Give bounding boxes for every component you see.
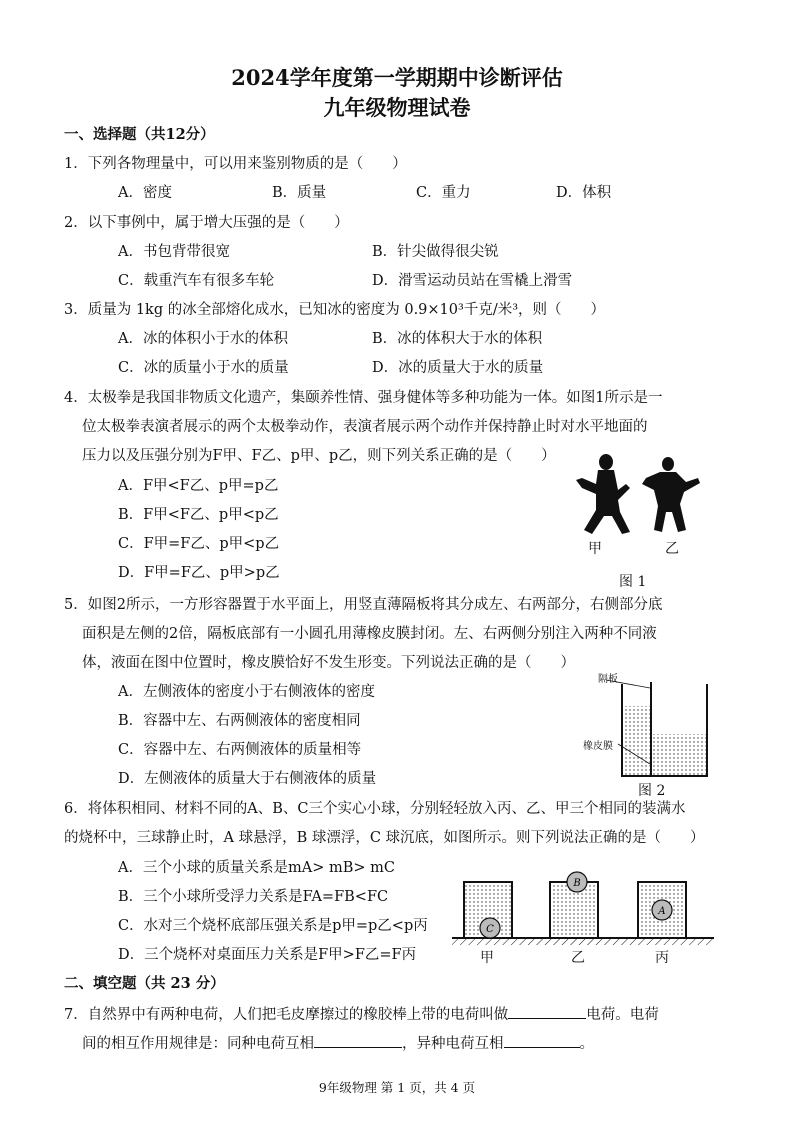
exam-subtitle: 九年级物理试卷	[323, 95, 471, 120]
q5-line-2: 面积是左侧的2倍，隔板底部有一小圆孔用薄橡皮膜封闭。左、右两侧分别注入两种不同液	[82, 626, 657, 642]
q5-line-1: 5．如图2所示，一方形容器置于水平面上，用竖直薄隔板将其分成左、右两部分，右侧部分底	[64, 597, 663, 613]
figure-1-taichi	[568, 450, 708, 540]
q7-line-1	[64, 1004, 659, 1024]
q3-option-b: B．冰的体积大于水的体积	[372, 331, 543, 347]
q5-option-b: B．容器中左、右两侧液体的密度相同	[118, 713, 361, 729]
q5-option-a: A．左侧液体的密度小于右侧液体的密度	[118, 684, 375, 700]
q3-option-c: C．冰的质量小于水的质量	[118, 360, 289, 376]
q5-option-c: C．容器中左、右两侧液体的质量相等	[118, 742, 362, 758]
q3-option-d: D．冰的质量大于水的质量	[372, 360, 544, 376]
q6-option-a: A．三个小球的质量关系是mA> mB> mC	[118, 860, 395, 876]
beaker-label-bing: 丙	[655, 950, 669, 966]
q7-blank-1[interactable]	[508, 1004, 586, 1019]
left-liquid	[622, 706, 650, 775]
exam-title: 2024学年度第一学期期中诊断评估	[231, 65, 563, 90]
q7-blank-2[interactable]	[314, 1033, 402, 1048]
q2-option-d: D．滑雪运动员站在雪橇上滑雪	[372, 273, 573, 289]
figure-1-label-right: 乙	[665, 541, 679, 557]
figure-3-beakers	[452, 868, 714, 950]
figure-1-label-left: 甲	[588, 541, 602, 557]
q6-line-2: 的烧杯中，三球静止时，A 球悬浮，B 球漂浮，C 球沉底，如图所示。则下列说法正确的是（ ）	[64, 830, 705, 846]
q2-option-a: A．书包背带很宽	[118, 244, 230, 260]
q3-stem: 3．质量为 1kg 的冰全部熔化成水，已知冰的密度为 0.9×10³千克/米³，则（ ）	[64, 302, 606, 318]
q4-option-b: B．F甲<F乙、p甲<p乙	[118, 507, 279, 523]
figure-1-caption: 图 1	[619, 574, 647, 590]
figure-2-label-membrane: 橡皮膜	[583, 741, 613, 752]
q7-line-2-text-a: 间的相互作用规律是：同种电荷互相	[82, 1036, 314, 1052]
q4-line-2: 位太极拳表演者展示的两个太极拳动作，表演者展示两个动作并保持静止时对水平地面的	[82, 419, 648, 435]
q1-option-a: A．密度	[118, 185, 172, 201]
q4-option-d: D．F甲=F乙、p甲>p乙	[118, 565, 280, 581]
section-choice-heading: 一、选择题（共12分）	[64, 126, 215, 143]
page-footer: 9年级物理 第 1 页，共 4 页	[318, 1080, 476, 1095]
table-hatch	[452, 938, 714, 945]
q4-option-c: C．F甲=F乙、p甲<p乙	[118, 536, 280, 552]
ball-b-label: B	[573, 878, 581, 889]
q3-option-a: A．冰的体积小于水的体积	[118, 331, 288, 347]
q7-line-2-text-b: ，异种电荷互相	[402, 1036, 504, 1052]
beaker-label-yi: 乙	[571, 950, 585, 966]
ball-c-label: C	[486, 924, 494, 935]
q7-line-2	[82, 1033, 594, 1053]
ball-a-label: A	[658, 906, 666, 917]
figure-2-container	[600, 680, 712, 780]
board-pointer	[606, 680, 650, 688]
taichi-performer-right	[642, 457, 700, 532]
q6-option-d: D．三个烧杯对桌面压力关系是F甲>F乙=F丙	[118, 947, 417, 963]
q1-option-b: B．质量	[272, 185, 327, 201]
q7-line-2-text-c: 。	[579, 1036, 594, 1052]
right-liquid	[652, 734, 707, 775]
section-fill-heading: 二、填空题（共 23 分）	[64, 975, 225, 992]
q7-blank-3[interactable]	[504, 1033, 580, 1048]
q6-line-1: 6．将体积相同、材料不同的A、B、C三个实心小球，分别轻轻放入丙、乙、甲三个相同的装满水	[64, 801, 686, 817]
q4-line-1: 4．太极拳是我国非物质文化遗产，集颐养性情、强身健体等多种功能为一体。如图1所示是一	[64, 390, 663, 406]
q2-stem: 2．以下事例中，属于增大压强的是（ ）	[64, 215, 349, 231]
q1-stem: 1．下列各物理量中，可以用来鉴别物质的是（ ）	[64, 156, 407, 172]
figure-2-label-board: 隔板	[598, 674, 618, 685]
q7-line-1-text-a: 7．自然界中有两种电荷，人们把毛皮摩擦过的橡胶棒上带的电荷叫做	[64, 1007, 509, 1023]
q4-option-a: A．F甲<F乙、p甲=p乙	[118, 478, 279, 494]
figure-2-caption: 图 2	[638, 783, 666, 799]
q5-line-3: 体，液面在图中位置时，橡皮膜恰好不发生形变。下列说法正确的是（ ）	[82, 655, 575, 671]
q1-option-c: C．重力	[416, 185, 471, 201]
q6-option-b: B．三个小球所受浮力关系是FA=FB<FC	[118, 889, 389, 905]
q2-option-b: B．针尖做得很尖锐	[372, 244, 499, 260]
q1-option-d: D．体积	[556, 185, 612, 201]
beaker-label-jia: 甲	[480, 950, 494, 966]
taichi-performer-left	[576, 454, 630, 534]
q5-option-d: D．左侧液体的质量大于右侧液体的质量	[118, 771, 377, 787]
q7-line-1-text-b: 电荷。电荷	[586, 1007, 659, 1023]
q4-line-3: 压力以及压强分别为F甲、F乙、p甲、p乙，则下列关系正确的是（ ）	[82, 448, 556, 464]
q2-option-c: C．载重汽车有很多车轮	[118, 273, 275, 289]
q6-option-c: C．水对三个烧杯底部压强关系是p甲=p乙<p丙	[118, 918, 428, 934]
